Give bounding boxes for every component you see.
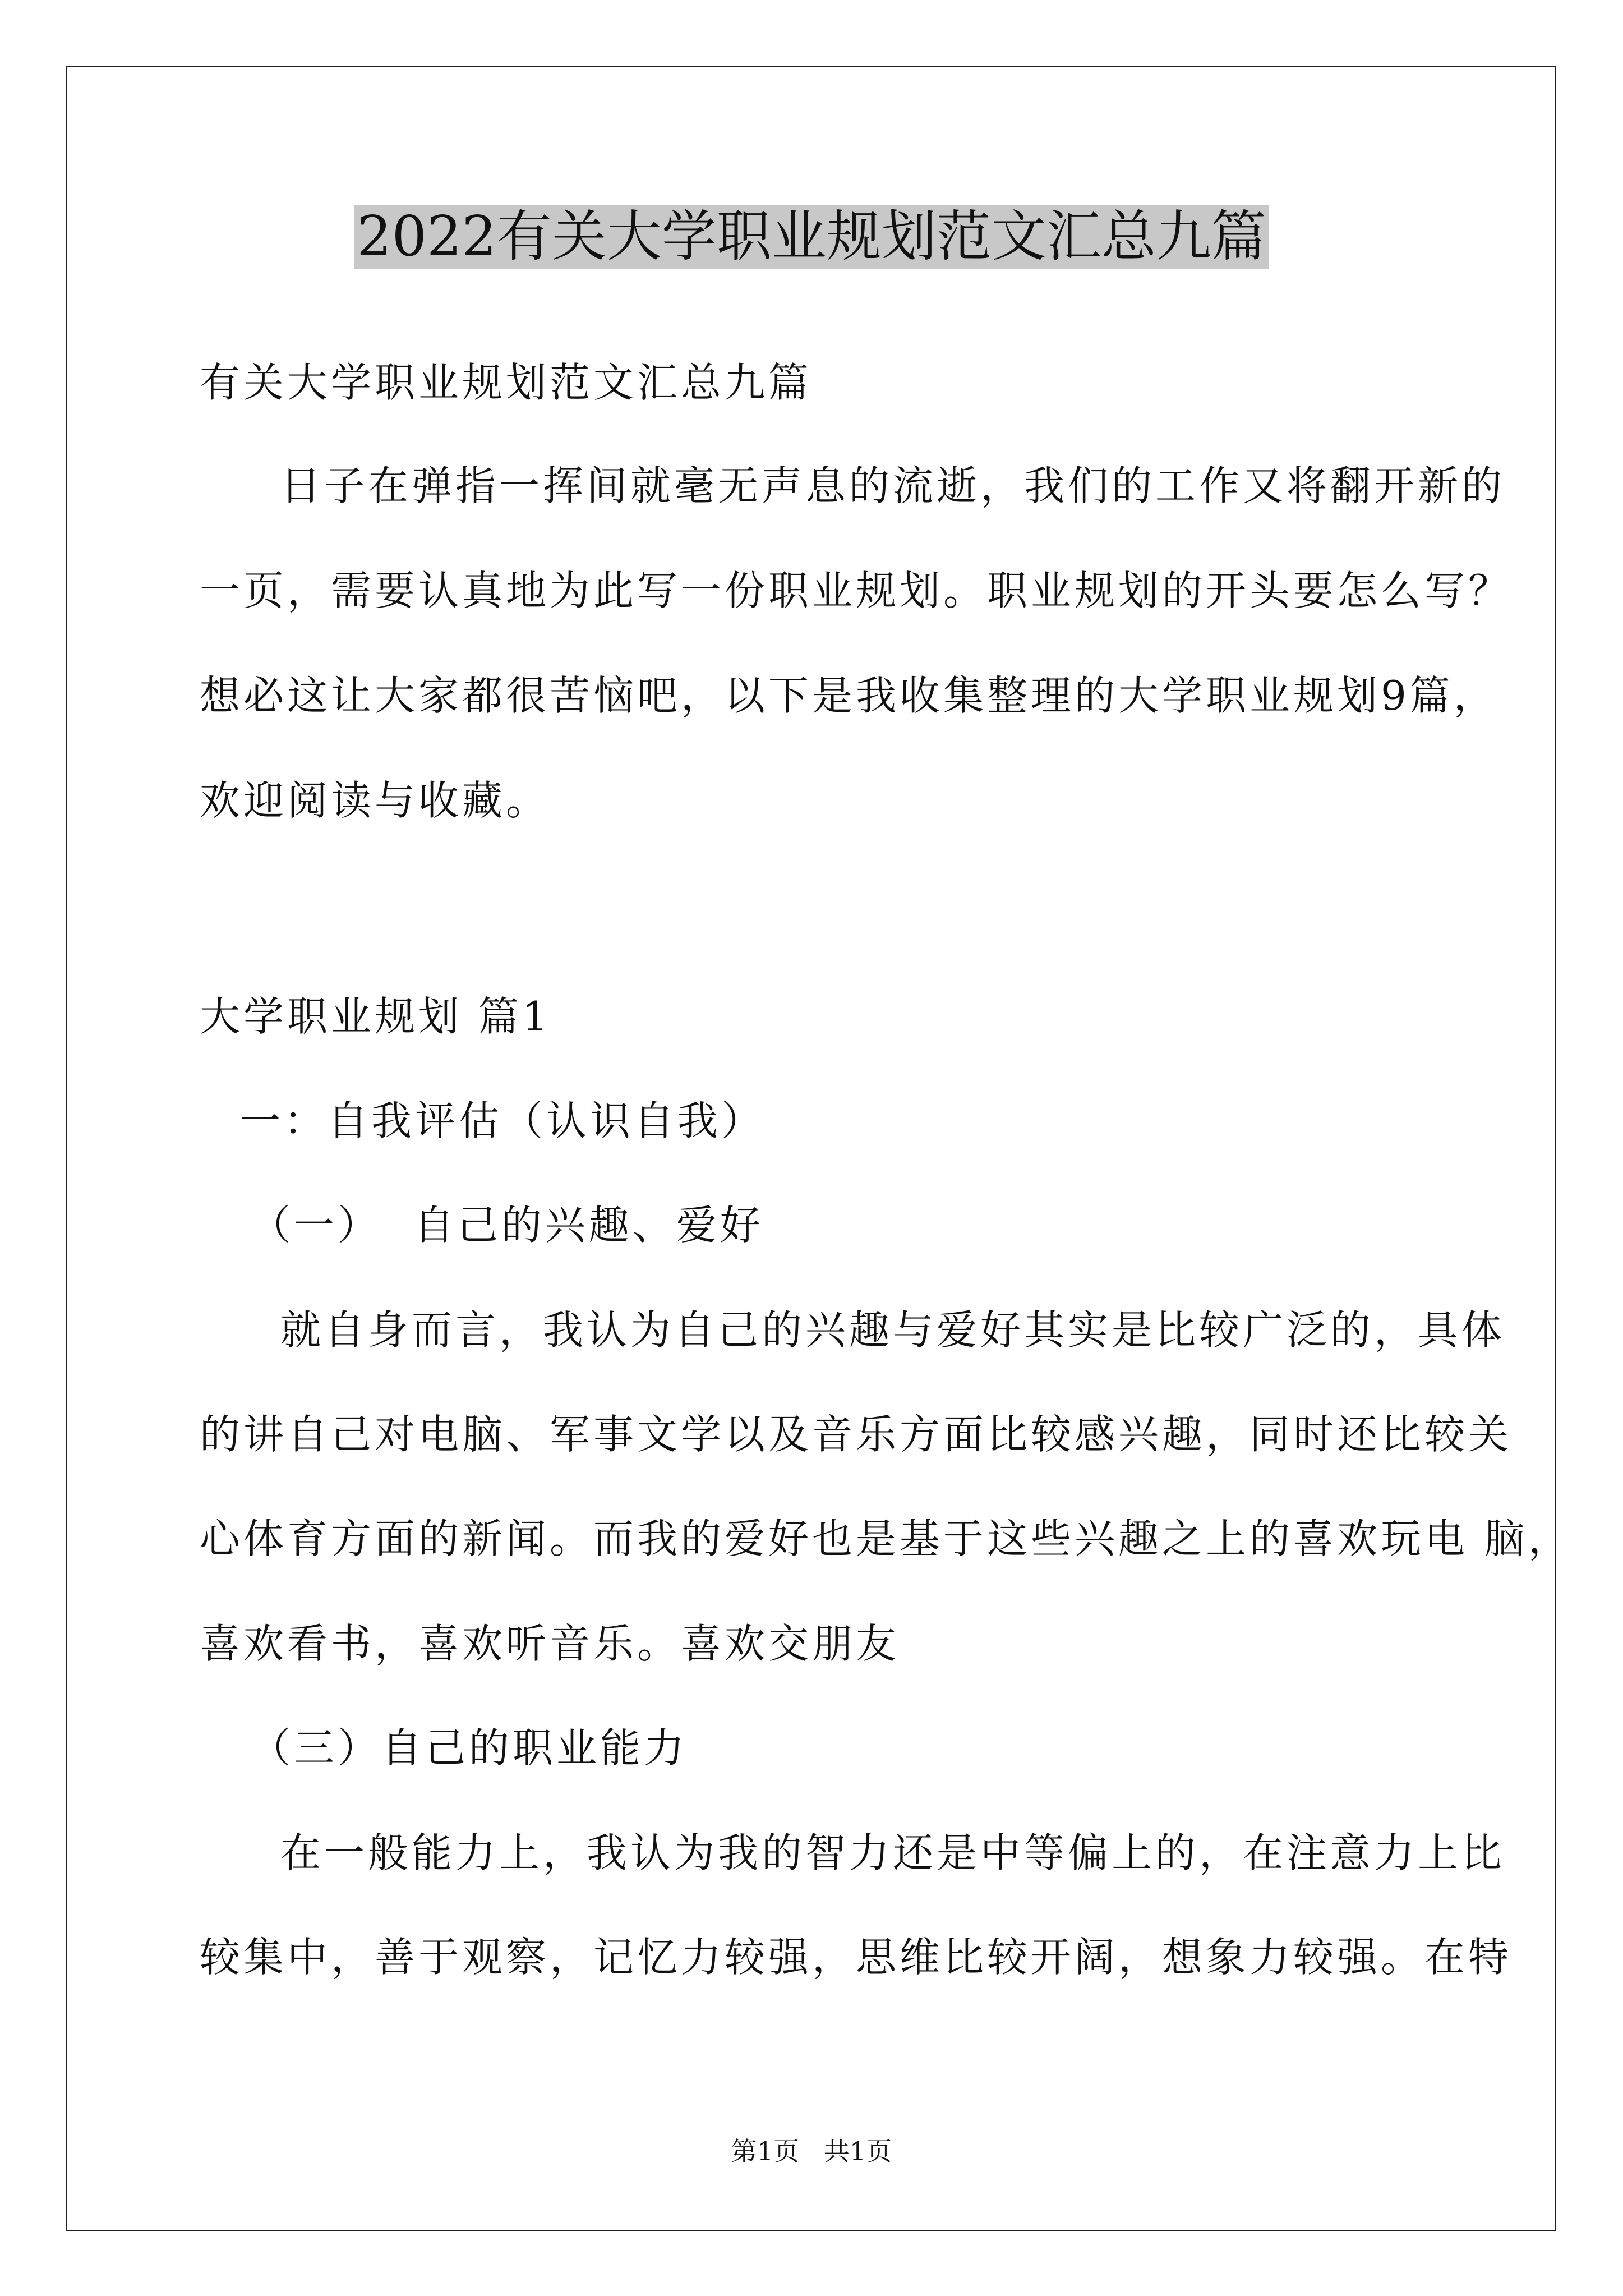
- intro-line-3: 想必这让大家都很苦恼吧，以下是我收集整理的大学职业规划9篇，: [200, 672, 1497, 719]
- document-title-text: 2022有关大学职业规划范文汇总九篇: [354, 205, 1268, 269]
- intro-line-4: 欢迎阅读与收藏。: [200, 777, 550, 824]
- paragraph-1-line-3: 心体育方面的新闻。而我的爱好也是基于这些兴趣之上的喜欢玩电 脑，: [200, 1515, 1572, 1562]
- document-title: [0, 197, 1623, 276]
- page-footer: 第1页 共1页: [731, 2136, 892, 2166]
- paragraph-1-line-4: 喜欢看书，喜欢听音乐。喜欢交朋友: [200, 1620, 900, 1667]
- heading-self-assessment: 一：自我评估（认识自我）: [240, 1097, 766, 1144]
- intro-line-2: 一页，需要认真地为此写一份职业规划。职业规划的开头要怎么写？: [200, 567, 1513, 614]
- section-heading: 大学职业规划 篇1: [200, 993, 551, 1040]
- paragraph-1-line-1: 就自身而言，我认为自己的兴趣与爱好其实是比较广泛的，具体: [280, 1306, 1506, 1354]
- intro-line-1: 日子在弹指一挥间就毫无声息的流逝，我们的工作又将翻开新的: [280, 462, 1506, 509]
- heading-interests: （一） 自己的兴趣、爱好: [250, 1202, 764, 1249]
- paragraph-2-line-1: 在一般能力上，我认为我的智力还是中等偏上的，在注意力上比: [280, 1829, 1506, 1876]
- paragraph-1-line-2: 的讲自己对电脑、军事文学以及音乐方面比较感兴趣，同时还比较关: [200, 1411, 1513, 1458]
- document-subtitle: 有关大学职业规划范文汇总九篇: [200, 359, 813, 406]
- paragraph-2-line-2: 较集中，善于观察，记忆力较强，思维比较开阔，想象力较强。在特: [200, 1934, 1513, 1981]
- heading-career-ability: （三）自己的职业能力: [250, 1724, 688, 1772]
